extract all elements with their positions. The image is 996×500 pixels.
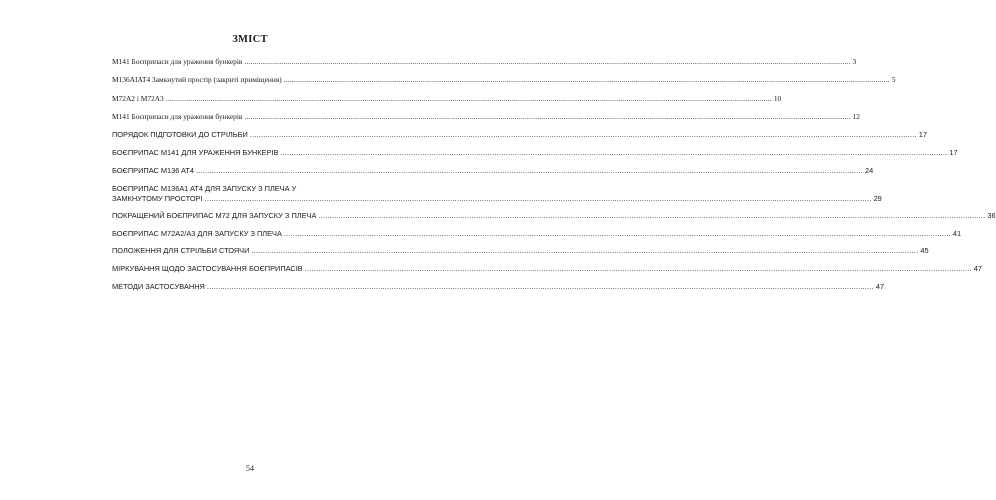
- dot-leader: [305, 264, 972, 274]
- toc-entry-label: БОЄПРИПАС M141 ДЛЯ УРАЖЕННЯ БУНКЕРІВ: [112, 148, 279, 157]
- dot-leader: [196, 166, 863, 176]
- toc-entry-page: 24: [865, 166, 874, 175]
- toc-entry[interactable]: [112, 184, 882, 203]
- dot-leader: [205, 194, 872, 204]
- toc-entry-label: МЕТОДИ ЗАСТОСУВАННЯ: [112, 282, 205, 291]
- toc-entry-page: 41: [952, 229, 962, 238]
- toc-entry-page: 47: [973, 264, 982, 273]
- toc-entry-page: 3: [852, 57, 857, 66]
- dot-leader: [166, 94, 772, 104]
- toc-entry[interactable]: [112, 211, 996, 221]
- toc-entry-label: БОЄПРИПАС M136 AT4: [112, 166, 194, 175]
- toc-entry[interactable]: [112, 264, 982, 274]
- toc-entry-label: МІРКУВАННЯ ЩОДО ЗАСТОСУВАННЯ БОЄПРИПАСІВ: [112, 264, 303, 273]
- toc-entry-page: 17: [918, 130, 928, 139]
- toc-entry-page: 5: [891, 75, 896, 84]
- toc-entry[interactable]: [112, 57, 857, 67]
- toc-title: ЗМІСТ: [232, 34, 268, 45]
- dot-leader: [207, 282, 874, 292]
- toc-entry-label: БОЄПРИПАС M72A2/A3 ДЛЯ ЗАПУСКУ З ПЛЕЧА: [112, 229, 282, 238]
- toc-entry-page: 29: [873, 193, 882, 203]
- toc-entry-label: M72A2 і M72A3: [112, 94, 164, 103]
- toc-entry-label-continued: ЗАМКНУТОМУ ПРОСТОРІ: [112, 193, 203, 203]
- dot-leader: [318, 211, 985, 221]
- toc-entry-label: M136AIAT4 Замкнутий простір (закриті приміщення): [112, 75, 282, 84]
- page-number: 54: [246, 464, 254, 473]
- toc-entry-page: 17: [949, 148, 958, 157]
- toc-entry-label: БОЄПРИПАС M136A1 AT4 ДЛЯ ЗАПУСКУ З ПЛЕЧА У: [112, 184, 297, 193]
- toc-entry[interactable]: [112, 148, 958, 158]
- dot-leader: [250, 130, 917, 140]
- toc-entry[interactable]: [112, 246, 929, 256]
- toc-entry-page: 36: [987, 211, 996, 220]
- toc-entry-page: 45: [920, 246, 929, 255]
- toc-entry[interactable]: [112, 229, 962, 239]
- dot-leader: [284, 75, 890, 85]
- dot-leader: [244, 112, 850, 122]
- toc-entry-label: M141 Боєприпаси для ураження бункерів: [112, 112, 243, 121]
- toc-entry[interactable]: [112, 130, 928, 140]
- toc-entry-label: ПОРЯДОК ПІДГОТОВКИ ДО СТРІЛЬБИ: [112, 130, 248, 139]
- dot-leader: [251, 246, 918, 256]
- toc-entry[interactable]: [112, 112, 860, 122]
- toc-entry-page: 10: [773, 94, 782, 103]
- dot-leader: [280, 148, 947, 158]
- toc-entry-label: ПОКРАЩЕНИЙ БОЄПРИПАС M72 ДЛЯ ЗАПУСКУ З ПЛЕЧА: [112, 211, 317, 220]
- toc-entry[interactable]: [112, 94, 782, 104]
- dot-leader: [284, 229, 951, 239]
- dot-leader: [244, 57, 850, 67]
- toc-entry[interactable]: [112, 166, 874, 176]
- toc-entry[interactable]: [112, 282, 885, 292]
- toc-entry-label: ПОЛОЖЕННЯ ДЛЯ СТРІЛЬБИ СТОЯЧИ: [112, 246, 250, 255]
- toc-entry[interactable]: [112, 75, 896, 85]
- toc-entry-page: 47: [875, 282, 885, 291]
- toc-entry-page: 12: [852, 112, 860, 121]
- toc-entry-label: M141 Боєприпаси для ураження бункерів: [112, 57, 243, 66]
